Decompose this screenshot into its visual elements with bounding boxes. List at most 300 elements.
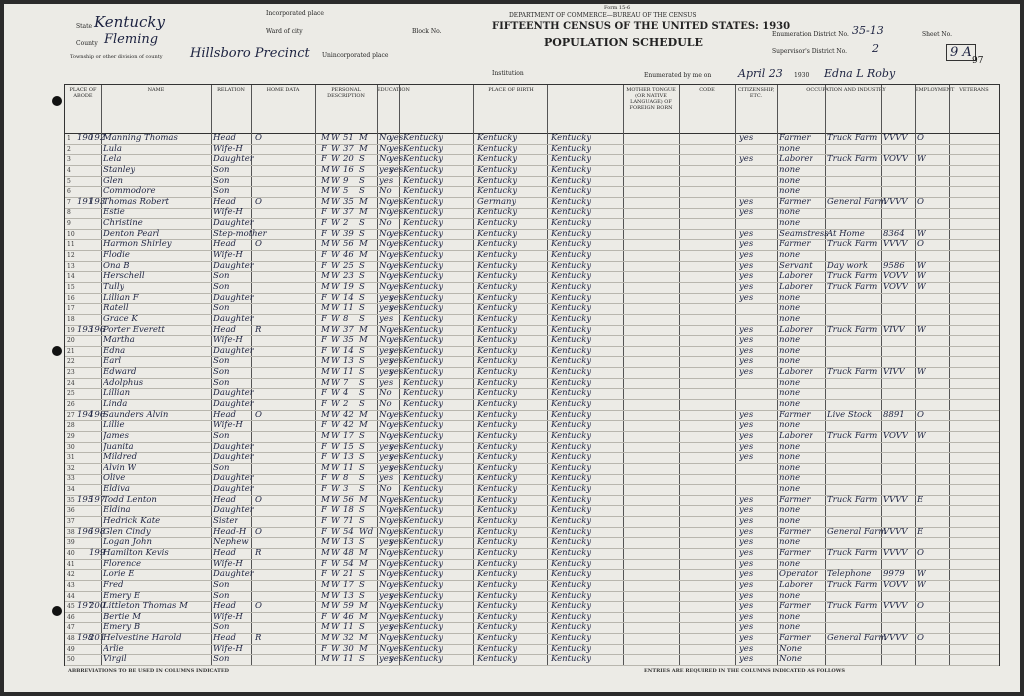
row-number: 24 [67,379,75,387]
occupation: Farmer [779,409,811,420]
mother-birthplace: Kentucky [551,590,592,601]
father-birthplace: Kentucky [477,633,518,644]
school-attendance: No [379,516,392,527]
person-name: Herschell [103,271,145,282]
employment-flag: yes [739,356,754,367]
race: W [331,228,340,239]
marital-status: S [359,303,365,314]
marital-status: M [359,611,368,622]
row-number: 31 [67,454,75,462]
form-header [4,4,1020,84]
occupation-code: 8891 [883,409,905,420]
enumerator-name: Edna L Roby [824,67,896,80]
relation: Wife-H [213,420,243,431]
occupation-code: VOVV [883,271,909,282]
row-number: 48 [67,635,75,643]
occupation-code: VIVV [883,367,905,378]
father-birthplace: Kentucky [477,345,518,356]
marital-status: S [359,505,365,516]
school-attendance: yes [379,356,394,367]
occupation-code: VVVV [883,494,908,505]
sex: F [321,260,327,271]
row-number: 14 [67,273,75,281]
marital-status: S [359,462,365,473]
column-headers [65,85,999,134]
employment-flag: yes [739,260,754,271]
relation: Wife-H [213,250,243,261]
row-number: 22 [67,358,75,366]
row-number: 40 [67,549,75,557]
father-birthplace: Kentucky [477,367,518,378]
mother-birthplace: Kentucky [551,494,592,505]
father-birthplace: Kentucky [477,441,518,452]
age: 46 [343,250,354,261]
race: W [331,633,340,644]
home-tenure: O [255,601,262,612]
mother-birthplace: Kentucky [551,356,592,367]
industry: Truck Farm [827,430,878,441]
father-birthplace: Kentucky [477,271,518,282]
reads-writes: yes [389,452,404,463]
race: W [331,271,340,282]
school-attendance: No [379,143,392,154]
relation: Son [213,430,230,441]
father-birthplace: Kentucky [477,473,518,484]
school-attendance: No [379,409,392,420]
birthplace: Kentucky [403,505,444,516]
person-name: Lillian [103,388,131,399]
sheet-value: 9 A [946,44,976,61]
mother-birthplace: Kentucky [551,335,592,346]
mother-birthplace: Kentucky [551,281,592,292]
class-of-worker: O [917,409,924,420]
page-number: 97 [972,56,984,66]
occupation-code: VVVV [883,133,908,143]
row-number: 47 [67,624,75,632]
dwelling-number: 190 [77,133,94,143]
age: 17 [343,579,354,590]
age: 9 [343,175,349,186]
age: 11 [343,462,354,473]
race: W [331,207,340,218]
row-number: 2 [67,145,71,153]
occupation: Farmer [779,196,811,207]
occupation: none [779,143,801,154]
occupation: none [779,590,801,601]
age: 11 [343,654,354,665]
person-name: Fred [103,579,124,590]
class-of-worker: W [917,271,926,282]
relation: Son [213,271,230,282]
home-tenure: O [255,196,262,207]
mother-birthplace: Kentucky [551,516,592,527]
age: 32 [343,633,354,644]
employment-flag: yes [739,196,754,207]
relation: Daughter [213,473,254,484]
age: 37 [343,143,354,154]
group-personal: PERSONAL DESCRIPTION [327,87,365,99]
occupation: none [779,473,801,484]
marital-status: S [359,292,365,303]
race: W [331,462,340,473]
employment-flag: yes [739,345,754,356]
person-name: Manning Thomas [103,133,178,143]
sex: F [321,250,327,261]
occupation: none [779,218,801,229]
occupation: Laborer [779,430,814,441]
birthplace: Kentucky [403,590,444,601]
age: 39 [343,228,354,239]
mother-birthplace: Kentucky [551,601,592,612]
employment-flag: yes [739,292,754,303]
occupation: Seamstress [779,228,829,239]
employment-flag: yes [739,154,754,165]
marital-status: M [359,409,368,420]
race: W [331,335,340,346]
sex: F [321,207,327,218]
birthplace: Kentucky [403,324,444,335]
reads-writes: yes [389,409,404,420]
sex: M [321,579,330,590]
person-name: Tully [103,281,125,292]
birthplace: Kentucky [403,196,444,207]
reads-writes: yes [389,324,404,335]
sex: F [321,154,327,165]
sex: F [321,516,327,527]
dwelling-number: 195 [77,494,94,505]
reads-writes: yes [389,133,404,143]
mother-birthplace: Kentucky [551,164,592,175]
father-birthplace: Kentucky [477,516,518,527]
marital-status: S [359,537,365,548]
family-number: 201 [89,633,106,644]
race: W [331,377,340,388]
sex: M [321,281,330,292]
occupation: Farmer [779,547,811,558]
reads-writes: yes [389,601,404,612]
race: W [331,313,340,324]
supervisor-label: Supervisor's District No. [772,48,848,55]
father-birthplace: Kentucky [477,654,518,665]
school-attendance: yes [379,622,394,633]
sex: M [321,547,330,558]
occupation: none [779,558,801,569]
person-name: Stanley [103,164,136,175]
employment-flag: yes [739,335,754,346]
marital-status: M [359,324,368,335]
school-attendance: No [379,228,392,239]
table-row [65,654,999,666]
relation: Daughter [213,399,254,409]
employment-flag: yes [739,643,754,654]
school-attendance: yes [379,303,394,314]
occupation: none [779,207,801,218]
reads-writes: yes [389,547,404,558]
form-footer [4,666,1020,692]
birthplace: Kentucky [403,430,444,441]
age: 56 [343,239,354,250]
race: W [331,143,340,154]
birthplace: Kentucky [403,601,444,612]
marital-status: M [359,143,368,154]
industry: Truck Farm [827,601,878,612]
race: W [331,324,340,335]
age: 35 [343,335,354,346]
reads-writes: yes [389,420,404,431]
father-birthplace: Kentucky [477,579,518,590]
row-number: 11 [67,241,75,249]
relation: Son [213,164,230,175]
school-attendance: yes [379,590,394,601]
class-of-worker: W [917,579,926,590]
group-occupation: OCCUPATION AND INDUSTRY [806,87,886,93]
relation: Daughter [213,345,254,356]
mother-birthplace: Kentucky [551,250,592,261]
sex: F [321,558,327,569]
sex: M [321,601,330,612]
person-name: Glen Cindy [103,526,151,537]
person-name: James [103,430,129,441]
row-number: 25 [67,390,75,398]
institution-label: Institution [492,70,524,77]
race: W [331,345,340,356]
birthplace: Kentucky [403,356,444,367]
reads-writes: yes [389,569,404,580]
family-number: 197 [89,494,106,505]
age: 13 [343,356,354,367]
person-name: Linda [103,399,128,409]
sex: F [321,218,327,229]
marital-status: S [359,590,365,601]
race: W [331,281,340,292]
punch-hole [52,96,62,106]
reads-writes: yes [389,335,404,346]
father-birthplace: Kentucky [477,399,518,409]
sex: M [321,239,330,250]
person-name: Virgil [103,654,127,665]
school-attendance: No [379,643,392,654]
relation: Head [213,601,236,612]
employment-flag: yes [739,250,754,261]
reads-writes: yes [389,143,404,154]
home-tenure: O [255,239,262,250]
row-number: 6 [67,188,71,196]
occupation-code: VOVV [883,579,909,590]
occupation-code: VVVV [883,547,908,558]
school-attendance: No [379,601,392,612]
school-attendance: yes [379,452,394,463]
age: 46 [343,611,354,622]
school-attendance: No [379,526,392,537]
sex: F [321,526,327,537]
sex: M [321,356,330,367]
class-of-worker: O [917,196,924,207]
employment-flag: yes [739,622,754,633]
age: 5 [343,186,349,197]
father-birthplace: Kentucky [477,409,518,420]
sex: M [321,324,330,335]
home-tenure: R [255,324,262,335]
employment-flag: yes [739,601,754,612]
census-grid [64,84,1000,666]
home-tenure: O [255,526,262,537]
mother-birthplace: Kentucky [551,196,592,207]
industry: Truck Farm [827,367,878,378]
father-birthplace: Kentucky [477,452,518,463]
employment-flag: yes [739,441,754,452]
occupation: none [779,462,801,473]
home-tenure: R [255,547,262,558]
sex: M [321,590,330,601]
sex: F [321,473,327,484]
sex: M [321,622,330,633]
mother-birthplace: Kentucky [551,622,592,633]
birthplace: Kentucky [403,271,444,282]
relation: Son [213,579,230,590]
mother-birthplace: Kentucky [551,175,592,186]
sex: M [321,175,330,186]
industry: Truck Farm [827,494,878,505]
birthplace: Kentucky [403,484,444,495]
school-attendance: yes [379,175,394,186]
school-attendance: yes [379,345,394,356]
occupation: Farmer [779,601,811,612]
class-of-worker: W [917,324,926,335]
row-number: 42 [67,571,75,579]
home-tenure: O [255,133,262,143]
marital-status: S [359,228,365,239]
department: DEPARTMENT OF COMMERCE—BUREAU OF THE CENSUS [509,12,697,19]
form-number: Form 15-6 [604,5,631,11]
relation: Daughter [213,484,254,495]
relation: Daughter [213,218,254,229]
school-attendance: yes [379,537,394,548]
row-number: 19 [67,326,75,334]
employment-flag: yes [739,281,754,292]
relation: Son [213,175,230,186]
row-number: 8 [67,209,71,217]
birthplace: Kentucky [403,611,444,622]
person-name: Emery B [103,622,141,633]
father-birthplace: Kentucky [477,260,518,271]
person-name: Todd Lenton [103,494,157,505]
row-number: 28 [67,422,75,430]
father-birthplace: Kentucky [477,281,518,292]
sex: F [321,484,327,495]
school-attendance: No [379,388,392,399]
father-birthplace: Kentucky [477,292,518,303]
person-name: Lula [103,143,122,154]
birthplace: Kentucky [403,260,444,271]
occupation: none [779,250,801,261]
marital-status: Wd [359,526,374,537]
home-tenure: R [255,633,262,644]
reads-writes: yes [389,292,404,303]
race: W [331,547,340,558]
row-number: 32 [67,464,75,472]
school-attendance: No [379,558,392,569]
marital-status: S [359,356,365,367]
dwelling-number: 191 [77,196,94,207]
marital-status: S [359,345,365,356]
race: W [331,367,340,378]
mother-birthplace: Kentucky [551,569,592,580]
reads-writes: yes [389,441,404,452]
row-number: 43 [67,581,75,589]
father-birthplace: Kentucky [477,484,518,495]
occupation-code: VOVV [883,154,909,165]
mother-birthplace: Kentucky [551,441,592,452]
race: W [331,484,340,495]
family-number: 199 [89,547,106,558]
group-birth: PLACE OF BIRTH [488,87,534,93]
sex: M [321,303,330,314]
school-attendance: No [379,218,392,229]
state-label: State [76,23,93,30]
group-citizenship: CITIZENSHIP, ETC. [737,87,775,99]
reads-writes: yes [389,281,404,292]
incorporated-label: Incorporated place [266,10,324,17]
sex: F [321,420,327,431]
row-number: 17 [67,305,75,313]
person-name: Juanita [103,441,134,452]
age: 8 [343,313,349,324]
age: 54 [343,558,354,569]
school-attendance: No [379,281,392,292]
birthplace: Kentucky [403,175,444,186]
reads-writes: yes [389,590,404,601]
birthplace: Kentucky [403,228,444,239]
school-attendance: No [379,207,392,218]
school-attendance: No [379,260,392,271]
birthplace: Kentucky [403,569,444,580]
employment-flag: yes [739,367,754,378]
reads-writes: yes [389,196,404,207]
age: 13 [343,537,354,548]
row-number: 21 [67,347,75,355]
age: 4 [343,388,349,399]
row-number: 50 [67,656,75,664]
employment-flag: yes [739,505,754,516]
sex: M [321,537,330,548]
punch-hole [52,606,62,616]
father-birthplace: Kentucky [477,303,518,314]
father-birthplace: Kentucky [477,494,518,505]
mother-birthplace: Kentucky [551,409,592,420]
mother-birthplace: Kentucky [551,505,592,516]
father-birthplace: Kentucky [477,547,518,558]
occupation-code: VOVV [883,430,909,441]
reads-writes: yes [389,303,404,314]
county-label: County [76,40,98,47]
row-number: 1 [67,135,71,142]
race: W [331,164,340,175]
race: W [331,601,340,612]
relation: Son [213,590,230,601]
reads-writes: yes [389,271,404,282]
school-attendance: yes [379,462,394,473]
father-birthplace: Germany [477,196,517,207]
mother-birthplace: Kentucky [551,292,592,303]
enumeration-value: 35-13 [852,24,884,37]
birthplace: Kentucky [403,654,444,665]
relation: Wife-H [213,558,243,569]
person-name: Littleton Thomas M [103,601,188,612]
person-name: Mildred [103,452,138,463]
census-sheet [4,4,1020,692]
employment-flag: yes [739,430,754,441]
school-attendance: No [379,250,392,261]
